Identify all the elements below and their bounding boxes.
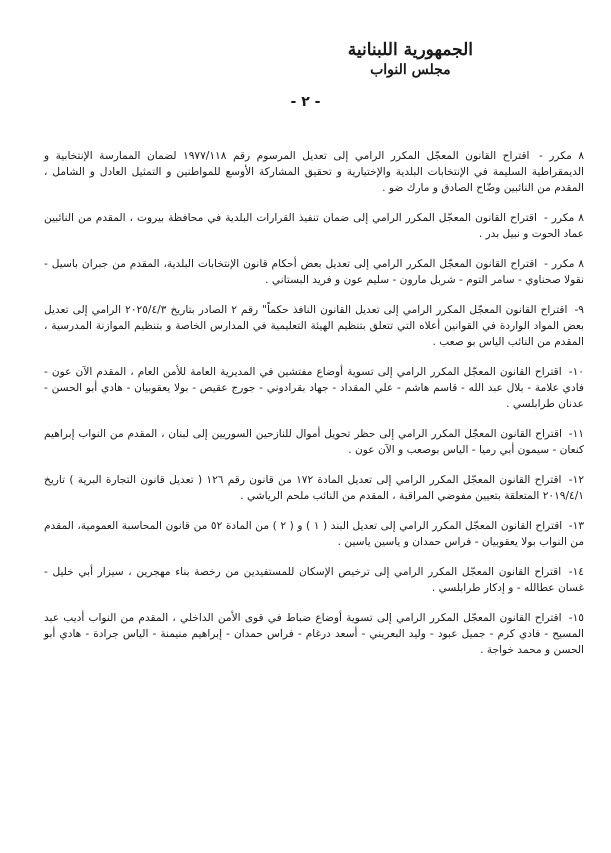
agenda-item-text: اقتراح القانون المعجّل المكرر الرامي إلى تسوية أوضاع مفتشين في المديرية العامة للأمن العام ، المقدم الآن عون - فادي علامة - بلال عبد الله - قاسم هاشم - علي المقداد - جهاد بقرادوني - جورج عقيص - بولا يعقوبيان - هادي أبو الحسن - عدنان طرابلسي .: [44, 366, 584, 410]
page-number: - ٢ -: [290, 94, 321, 110]
agenda-item-text: اقتراح القانون المعجّل المكرر الرامي إلى ضمان تنفيذ القرارات البلدية في محافظة بيروت ، المقدم من النائبين عماد الحوت و نبيل بدر .: [44, 212, 584, 240]
agenda-item-number: ١٤-: [568, 566, 584, 578]
agenda-item-text: اقتراح القانون المعجّل المكرر الرامي إلى تسوية أوضاع ضباط في قوى الأمن الداخلي ، المقدم من النواب أديب عبد المسيح - فادي كرم - جميل عبود - وليد البعريني - أسعد درغام - فراس حمدان - إبراهيم منيمنة - الياس جرادة - هادي أبو الحسن و محمد خواجة .: [44, 612, 584, 656]
agenda-item-number: ١١-: [568, 428, 584, 440]
agenda-item-text: اقتراح القانون المعجّل المكرر الرامي إلى تعديل البند ( ١ ) و ( ٢ ) من المادة ٥٢ من قانون المحاسبة العمومية، المقدم من النواب بولا يعقوبيان - فراس حمدان و ياسين ياسين .: [44, 520, 584, 548]
agenda-item-number: ٨ مكرر -: [543, 212, 584, 224]
letterhead-republic: الجمهورية اللبنانية: [347, 40, 473, 60]
agenda-item: [44, 210, 584, 242]
agenda-item: [44, 426, 584, 458]
agenda-item-number: ١٠-: [568, 366, 584, 378]
agenda-item-number: ١٣-: [568, 520, 585, 532]
agenda-item-text: اقتراح القانون المعجّل المكرر الرامي إلى ترخيص الإسكان للمستفيدين من رخصة بناء مهجرين ، سيزار أبي خليل - غسان عطالله - و إدكار طرابلسي .: [44, 566, 584, 594]
agenda-item: [44, 364, 584, 412]
agenda-item: [44, 148, 584, 196]
letterhead-parliament: مجلس النواب: [370, 62, 451, 78]
agenda-item-number: ٨ مكرر -: [538, 150, 585, 162]
agenda-item: [44, 256, 584, 288]
agenda-list: [44, 148, 584, 672]
agenda-item-text: اقتراح القانون المعجّل المكرر الرامي إلى تعديل القانون النافذ حكماً" رقم ٢ الصادر بتاريخ ٢٠٢٥/٤/٣ الرامي إلى تعديل بعض المواد الواردة في القوانين أعلاه التي تتعلق بتنظيم الهيئة التعليمية في المدارس الخاصة و بتنظيم الموازنة المدرسية ، المقدم من النائب الياس بو صعب .: [44, 304, 584, 348]
agenda-item: [44, 610, 584, 658]
agenda-item: [44, 302, 584, 350]
agenda-item: [44, 564, 584, 596]
letterhead: [348, 40, 473, 78]
agenda-item-number: ١٢-: [568, 474, 585, 486]
agenda-item-text: اقتراح القانون المعجّل المكرر الرامي إلى حظر تحويل أموال للنازحين السوريين إلى لبنان ، المقدم من النواب إبراهيم كنعان - سيمون أبي رميا - الياس بوصعب و الآن عون .: [44, 428, 584, 456]
agenda-item-number: ١٥-: [568, 612, 584, 624]
agenda-item-text: اقتراح القانون المعجّل المكرر الرامي إلى تعديل المادة ١٧٢ من قانون رقم ١٢٦ ( تعديل قانون التجارة البرية ) تاريخ ٢٠١٩/٤/١ المتعلقة بتعيين مفوضي المراقبة ، المقدم من النائب ملحم الرياشي .: [44, 474, 584, 502]
agenda-item: [44, 472, 584, 504]
agenda-item: [44, 518, 584, 550]
agenda-item-text: اقتراح القانون المعجّل المكرر الرامي إلى تعديل المرسوم رقم ١٩٧٧/١١٨ لضمان الممارسة الإنتخابية و الديمقراطية السليمة في الإنتخابات البلدية والإختيارية و تحقيق المشاركة الأوسع للمواطنين و التمثيل العادل و الشامل ، المقدم من النائبين وضّاح الصادق و مارك ضو .: [44, 150, 584, 194]
agenda-item-number: ٩-: [574, 304, 584, 316]
agenda-item-number: ٨ مكرر -: [544, 258, 584, 270]
agenda-item-text: اقتراح القانون المعجّل المكرر الرامي إلى تعديل بعض أحكام قانون الإنتخابات البلدية، المقدم من جبران باسيل - نقولا صحناوي - سامر التوم - شربل مارون - سليم عون و فريد البستاني .: [44, 258, 584, 286]
